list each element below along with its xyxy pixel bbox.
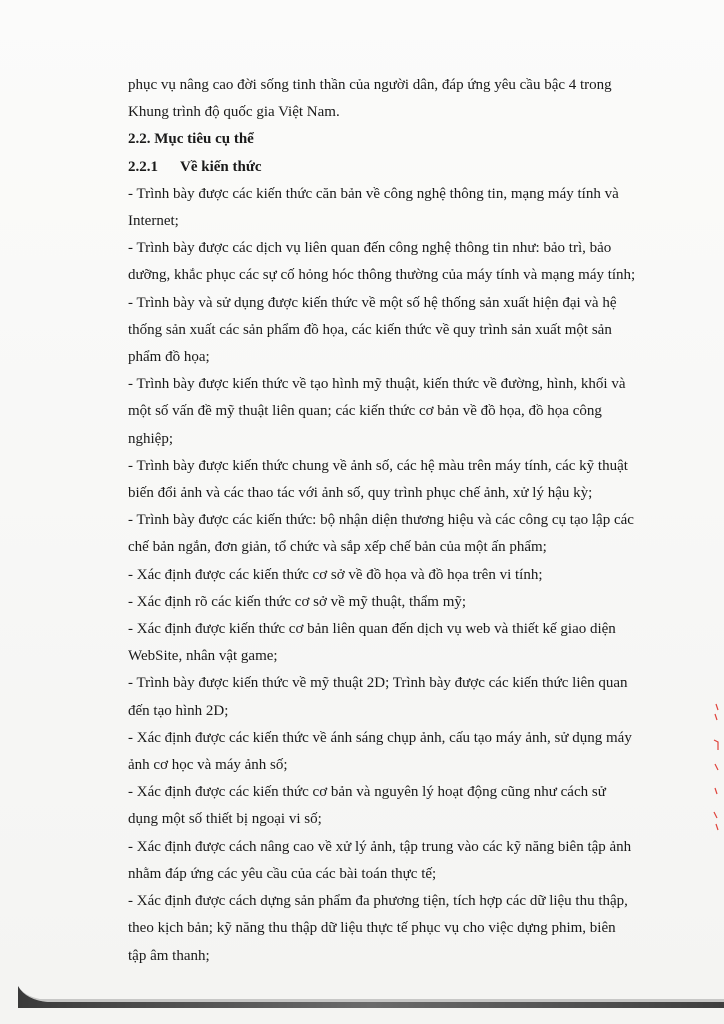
document-body [128, 72, 673, 970]
paragraph-line: - Xác định được các kiến thức cơ bản và nguyên lý hoạt động cũng như cách sử [128, 784, 606, 801]
paragraph-line: - Trình bày được kiến thức chung về ảnh số, các hệ màu trên máy tính, các kỹ thuật [128, 457, 628, 474]
paragraph-line: WebSite, nhân vật game; [128, 648, 278, 665]
paragraph-line: - Trình bày và sử dụng được kiến thức về một số hệ thống sản xuất hiện đại và hệ [128, 294, 617, 311]
paragraph-line: chế bản ngắn, đơn giản, tổ chức và sắp xếp chế bản của một ấn phẩm; [128, 539, 547, 556]
red-stamp-mark [706, 700, 724, 840]
section-number: 2.2.1 [128, 158, 158, 175]
paragraph-line: - Xác định được các kiến thức cơ sở về đồ họa và đồ họa trên vi tính; [128, 566, 543, 583]
section-title: 2.2. Mục tiêu cụ thể [128, 131, 254, 148]
paragraph-line: tập âm thanh; [128, 947, 210, 964]
paragraph-line: thống sản xuất các sản phẩm đồ họa, các kiến thức về quy trình sản xuất một sản [128, 321, 612, 338]
paragraph-line: phục vụ nâng cao đời sống tinh thần của người dân, đáp ứng yêu cầu bậc 4 trong [128, 77, 612, 93]
paragraph-line: một số vấn đề mỹ thuật liên quan; các kiến thức cơ bản về đồ họa, đồ họa công [128, 403, 602, 420]
paragraph-line: - Trình bày được kiến thức về mỹ thuật 2D; Trình bày được các kiến thức liên quan [128, 675, 628, 692]
paragraph-line: Internet; [128, 213, 179, 230]
footer-decorative-band [18, 986, 724, 1008]
section-heading [128, 126, 673, 153]
section-title: Về kiến thức [180, 158, 262, 175]
paragraph-line: nghiệp; [128, 430, 173, 447]
paragraph-line: biến đổi ảnh và các thao tác với ảnh số, quy trình phục chế ảnh, xử lý hậu kỳ; [128, 485, 593, 502]
paragraph-line: phẩm đồ họa; [128, 349, 210, 366]
paragraph-line: theo kịch bản; kỹ năng thu thập dữ liệu thực tế phục vụ cho việc dựng phim, biên [128, 920, 616, 937]
paragraph-line: Khung trình độ quốc gia Việt Nam. [128, 104, 340, 121]
paragraph-line: dụng một số thiết bị ngoại vi số; [128, 811, 322, 828]
paragraph-line: - Xác định được cách nâng cao về xử lý ảnh, tập trung vào các kỹ năng biên tập ảnh [128, 838, 632, 855]
paragraph-line: - Trình bày được các kiến thức: bộ nhận diện thương hiệu và các công cụ tạo lập các [128, 512, 634, 529]
paragraph-line: dưỡng, khắc phục các sự cố hỏng hóc thông thường của máy tính và mạng máy tính; [128, 267, 636, 284]
paragraph-line: ảnh cơ học và máy ảnh số; [128, 757, 288, 774]
section-heading [128, 154, 673, 181]
paragraph-line: - Trình bày được kiến thức về tạo hình mỹ thuật, kiến thức về đường, hình, khối và [128, 376, 626, 393]
paragraph-line: - Xác định rõ các kiến thức cơ sở về mỹ thuật, thẩm mỹ; [128, 593, 467, 610]
paragraph-line: đến tạo hình 2D; [128, 702, 229, 719]
paragraph-line: - Xác định được các kiến thức về ánh sáng chụp ảnh, cấu tạo máy ảnh, sử dụng máy [128, 729, 632, 746]
paragraph-line: - Trình bày được các kiến thức căn bản về công nghệ thông tin, mạng máy tính và [128, 185, 619, 202]
paragraph-line: nhằm đáp ứng các yêu cầu của các bài toán thực tế; [128, 865, 437, 882]
paragraph-line: - Xác định được kiến thức cơ bản liên quan đến dịch vụ web và thiết kế giao diện [128, 621, 616, 638]
paragraph-line: - Trình bày được các dịch vụ liên quan đến công nghệ thông tin như: bảo trì, bảo [128, 240, 612, 257]
paragraph-line: - Xác định được cách dựng sản phẩm đa phương tiện, tích hợp các dữ liệu thu thập, [128, 893, 628, 910]
